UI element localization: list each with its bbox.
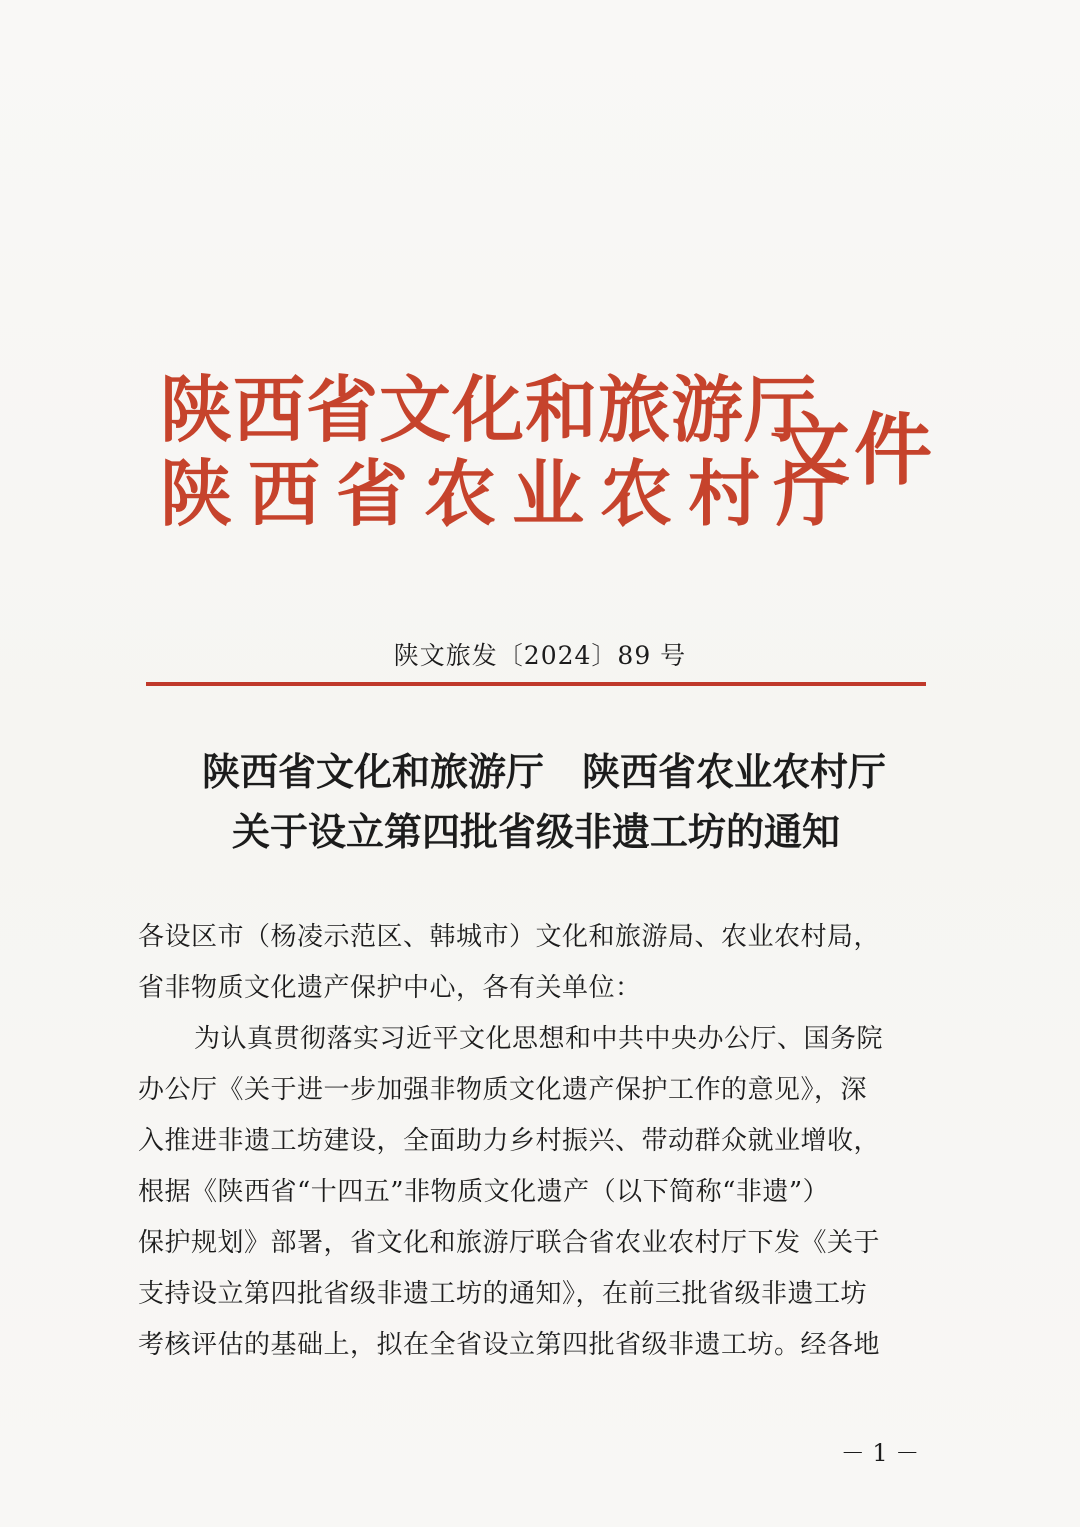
body-line: 为认真贯彻落实习近平文化思想和中共中央办公厅、国务院: [194, 1024, 884, 1054]
page-number: － 1 －: [840, 1439, 920, 1467]
document-type-label: 文件: [772, 405, 937, 496]
body-line: 办公厅《关于进一步加强非物质文化遗产保护工作的意见》，深: [138, 1075, 868, 1105]
body-line: 省非物质文化遗产保护中心，各有关单位：: [138, 973, 642, 1003]
body-line: 考核评估的基础上，拟在全省设立第四批省级非遗工坊。经各地: [138, 1330, 881, 1360]
red-divider-line: [146, 682, 926, 686]
body-line: 支持设立第四批省级非遗工坊的通知》，在前三批省级非遗工坊: [138, 1279, 868, 1309]
body-line: 各设区市（杨凌示范区、韩城市）文化和旅游局、农业农村局，: [138, 922, 881, 952]
notice-title-line-1: 陕西省文化和旅游厅 陕西省农业农村厅: [201, 749, 886, 794]
issuing-org-line-1: 陕西省文化和旅游厅: [160, 367, 818, 452]
notice-body: [138, 912, 953, 1371]
body-line: 入推进非遗工坊建设，全面助力乡村振兴、带动群众就业增收，: [138, 1126, 881, 1156]
body-line: 保护规划》部署，省文化和旅游厅联合省农业农村厅下发《关于: [138, 1228, 881, 1258]
document-header: [160, 362, 940, 542]
body-line: 根据《陕西省“十四五”非物质文化遗产（以下简称“非遗”）: [138, 1177, 830, 1207]
notice-title-line-2: 关于设立第四批省级非遗工坊的通知: [231, 809, 840, 854]
issuing-org-line-2: 陕西省农业农村厅: [160, 451, 865, 536]
document-number: 陕文旅发〔2024〕89 号: [393, 641, 687, 670]
